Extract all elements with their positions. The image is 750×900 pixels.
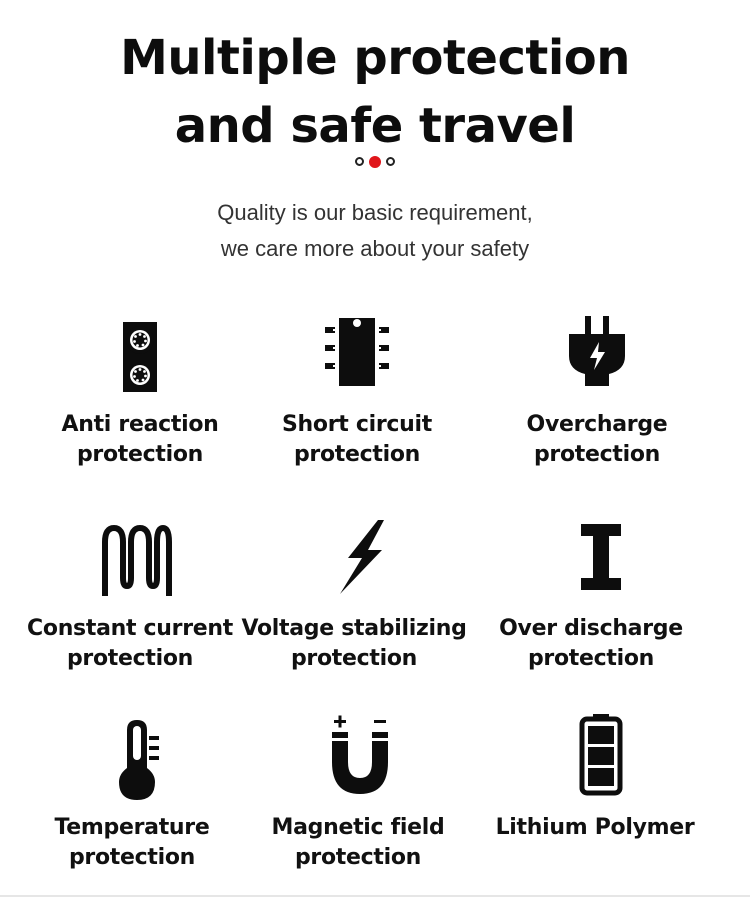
pager-dot[interactable] [386,157,395,166]
feature-label: Anti reaction protection [61,412,219,467]
pager-dot[interactable] [355,157,364,166]
feature-magnetic-field-text [238,813,478,873]
subtitle [0,195,750,267]
feature-label: Voltage stabilizing protection [241,616,467,671]
coil-icon [95,520,175,600]
page-title [0,24,750,160]
battery-icon [561,712,641,798]
feature-constant-current [15,520,255,600]
feature-label: Lithium Polymer [495,815,695,840]
feature-voltage-stabilizing-text [234,614,474,674]
feature-overcharge [477,312,717,392]
pager-dots [0,157,750,168]
feature-anti-reaction [20,316,260,396]
feature-temperature [17,716,257,802]
title-line-1: Multiple protection [120,30,630,86]
feature-voltage-stabilizing [240,518,480,598]
thermometer-icon [97,716,177,802]
feature-anti-reaction-text [20,410,260,470]
chip-icon [317,312,397,392]
feature-label: Magnetic field protection [271,815,445,870]
feature-over-discharge-text [471,614,711,674]
feature-short-circuit-text [237,410,477,470]
feature-over-discharge [481,518,721,598]
feature-magnetic-field [240,712,480,798]
title-line-2: and safe travel [174,98,576,154]
feature-label: Temperature protection [54,815,210,870]
feature-label: Overcharge protection [526,412,668,467]
subtitle-line-2: we care more about your safety [220,236,530,261]
divider [0,895,750,897]
feature-short-circuit [237,312,477,392]
magnet-icon [320,712,400,798]
feature-label: Short circuit protection [282,412,432,467]
feature-label: Constant current protection [27,616,233,671]
feature-temperature-text [12,813,252,873]
feature-lithium-polymer-text [475,813,715,843]
feature-constant-current-text [10,614,250,674]
reel-icon [100,316,180,396]
lightning-icon [320,518,400,598]
plug-icon [557,312,637,392]
feature-overcharge-text [477,410,717,470]
feature-label: Over discharge protection [499,616,683,671]
i-beam-icon [561,518,641,598]
subtitle-line-1: Quality is our basic requirement, [217,200,533,225]
pager-dot-active[interactable] [369,156,381,168]
feature-lithium-polymer [481,712,721,798]
